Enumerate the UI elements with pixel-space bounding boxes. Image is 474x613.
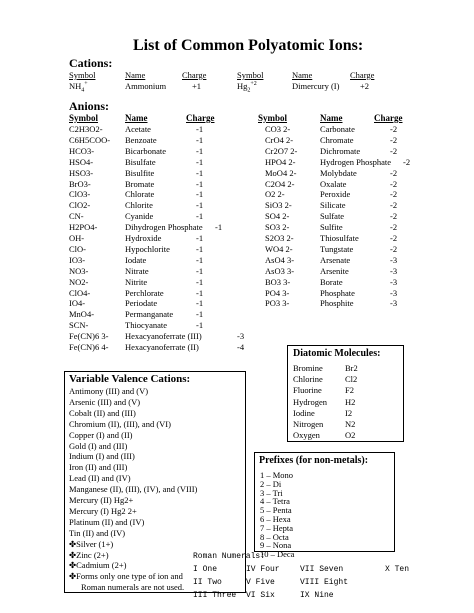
diatomic-symbol: F2 xyxy=(345,385,354,396)
anion-charge: -1 xyxy=(196,298,204,309)
diatomic-symbol: Br2 xyxy=(345,363,358,373)
anion-symbol: CO3 2- xyxy=(265,124,291,134)
anion-name: Carbonate xyxy=(320,124,355,134)
anion-symbol: Cr2O7 2- xyxy=(265,145,298,156)
anion-symbol: Fe(CN)6 4- xyxy=(69,342,109,352)
anion-name: Bisulfate xyxy=(125,156,156,167)
diatomic-symbol: I2 xyxy=(345,407,353,418)
anions-header-symbol: Symbol xyxy=(69,113,99,123)
anion-charge: -2 xyxy=(390,211,398,222)
cations-header-name-2: Name xyxy=(292,70,313,80)
anion-name: Bicarbonate xyxy=(125,145,167,156)
valence-item: Manganese (II), (III), (IV), and (VIII) xyxy=(69,484,198,495)
prefix-item: 3 – Tri xyxy=(260,487,283,498)
anion-charge: -1 xyxy=(196,320,204,331)
anion-name: Thiocyanate xyxy=(125,320,168,331)
anion-name: Hypochlorite xyxy=(125,243,170,254)
prefix-item: 7 – Hepta xyxy=(260,522,294,533)
anion-name: Phosphate xyxy=(320,287,355,298)
anion-name: Chlorate xyxy=(125,189,155,200)
anion-name: Silicate xyxy=(320,200,346,211)
anion-charge: -1 xyxy=(196,145,204,156)
cations-header-charge: Charge xyxy=(182,70,207,80)
valence-item: ✤Silver (1+) xyxy=(69,538,114,549)
prefix-item: 8 – Octa xyxy=(260,531,289,542)
anion-name: Acetate xyxy=(125,124,151,134)
anion-symbol: WO4 2- xyxy=(265,243,293,254)
diatomic-name: Chlorine xyxy=(293,374,323,385)
valence-item: Antimony (III) and (V) xyxy=(69,386,149,396)
valence-item: Tin (II) and (IV) xyxy=(69,527,126,538)
anion-name: Hexacyanoferrate (II) xyxy=(125,342,199,352)
anion-charge: -1 xyxy=(196,233,204,243)
diatomic-name: Nitrogen xyxy=(293,419,324,429)
anion-symbol: NO2- xyxy=(69,276,89,287)
cations-heading: Cations: xyxy=(69,56,113,70)
valence-item: ✤Forms only one type of ion and xyxy=(69,571,183,582)
anion-charge: -1 xyxy=(196,189,204,200)
valence-item: ✤Zinc (2+) xyxy=(69,549,109,560)
roman-numeral-item: V Five xyxy=(246,578,275,587)
anion-name: Thiosulfate xyxy=(320,233,359,243)
anion-charge: -1 xyxy=(196,287,204,298)
anion-symbol: SO4 2- xyxy=(265,211,290,222)
anion-symbol: AsO4 3- xyxy=(265,254,295,265)
valence-item: Indium (I) and (III) xyxy=(69,451,135,462)
roman-numeral-item: III Three xyxy=(193,591,237,600)
anion-symbol: C6H5COO- xyxy=(69,134,111,145)
prefix-item: 5 – Penta xyxy=(260,505,292,516)
anion-charge: -1 xyxy=(196,167,204,178)
valence-item: Lead (II) and (IV) xyxy=(69,473,131,484)
anion-charge: -2 xyxy=(390,243,398,254)
anion-symbol: Fe(CN)6 3- xyxy=(69,331,109,342)
roman-numeral-item: VIII Eight xyxy=(300,578,349,587)
prefix-item: 1 – Mono xyxy=(260,470,294,480)
diatomic-heading: Diatomic Molecules: xyxy=(293,348,381,359)
valence-item: Platinum (II) and (IV) xyxy=(69,516,145,527)
anion-symbol: NO3- xyxy=(69,265,89,276)
valence-item: Chromium (II), (III), and (VI) xyxy=(69,418,171,429)
anion-symbol: SiO3 2- xyxy=(265,200,292,211)
anion-name: Chlorite xyxy=(125,200,153,211)
prefix-item: 2 – Di xyxy=(260,478,282,489)
anion-name: Hydrogen Phosphate xyxy=(320,156,392,167)
anion-symbol: SO3 2- xyxy=(265,222,290,233)
roman-heading: Roman Numerals: xyxy=(193,552,266,561)
anion-symbol: ClO4- xyxy=(69,287,91,298)
anion-charge: -1 xyxy=(196,200,204,211)
diatomic-name: Oxygen xyxy=(293,430,320,441)
valence-item: Mercury (II) Hg2+ xyxy=(69,495,134,505)
anion-name: Iodate xyxy=(125,254,147,265)
anion-name: Dichromate xyxy=(320,145,361,156)
anion-symbol: C2H3O2- xyxy=(69,124,103,134)
anion-symbol: O2 2- xyxy=(265,189,285,200)
prefix-item: 9 – Nona xyxy=(260,540,292,551)
diatomic-symbol: O2 xyxy=(345,430,356,441)
diatomic-name: Hydrogen xyxy=(293,396,327,407)
anion-symbol: CrO4 2- xyxy=(265,134,294,145)
prefixes-box xyxy=(254,452,395,560)
anion-charge: -2 xyxy=(390,145,398,156)
anion-symbol: IO3- xyxy=(69,254,86,265)
anion-name: Benzoate xyxy=(125,134,157,145)
anion-charge: -3 xyxy=(390,276,398,287)
diatomic-symbol: N2 xyxy=(345,419,356,429)
cations-header-symbol-2: Symbol xyxy=(237,70,264,80)
anion-name: Sulfite xyxy=(320,222,343,233)
anion-charge: -2 xyxy=(390,189,398,200)
anion-symbol: HSO4- xyxy=(69,156,94,167)
anion-symbol: AsO3 3- xyxy=(265,265,295,276)
roman-numeral-item: X Ten xyxy=(385,565,410,574)
anion-name: Tungstate xyxy=(320,243,354,254)
anion-charge: -1 xyxy=(215,222,223,233)
anion-name: Dihydrogen Phosphate xyxy=(125,222,203,233)
anion-name: Peroxide xyxy=(320,189,351,200)
anion-name: Cyanide xyxy=(125,211,154,222)
anion-name: Oxalate xyxy=(320,178,347,189)
anion-name: Molybdate xyxy=(320,167,357,178)
anion-name: Bisulfite xyxy=(125,167,155,178)
prefix-item: 10 – Deca xyxy=(260,549,295,560)
valence-heading: Variable Valence Cations: xyxy=(69,373,191,385)
valence-item: Arsenic (III) and (V) xyxy=(69,396,141,407)
anion-name: Permanganate xyxy=(125,309,174,320)
anions-header-symbol-2: Symbol xyxy=(258,113,288,123)
anion-charge: -1 xyxy=(196,134,204,145)
anion-symbol: BO3 3- xyxy=(265,276,291,287)
anion-symbol: ClO- xyxy=(69,243,86,254)
anion-charge: -3 xyxy=(390,265,398,276)
anion-charge: -1 xyxy=(196,178,204,189)
anion-name: Arsenite xyxy=(320,265,349,276)
diatomic-symbol: Cl2 xyxy=(345,374,358,385)
anions-header-name: Name xyxy=(125,113,148,123)
anion-name: Hydroxide xyxy=(125,233,162,243)
prefixes-heading: Prefixes (for non-metals): xyxy=(259,455,369,466)
valence-item: Copper (I) and (II) xyxy=(69,429,133,440)
roman-numeral-item: II Two xyxy=(193,578,222,587)
cation-charge-ammonium: +1 xyxy=(192,81,202,91)
anion-charge: -1 xyxy=(196,254,204,265)
anion-symbol: ClO2- xyxy=(69,200,91,211)
anion-name: Chromate xyxy=(320,134,354,145)
anion-charge: -2 xyxy=(390,233,398,243)
diatomic-name: Fluorine xyxy=(293,385,322,396)
valence-item: Iron (II) and (III) xyxy=(69,462,128,473)
anion-symbol: HSO3- xyxy=(69,167,94,178)
roman-numeral-item: VI Six xyxy=(246,591,275,600)
prefix-item: 4 – Tetra xyxy=(260,496,290,507)
anion-name: Perchlorate xyxy=(125,287,164,298)
anion-name: Borate xyxy=(320,276,343,287)
anion-symbol: HCO3- xyxy=(69,145,95,156)
diatomic-name: Iodine xyxy=(293,407,315,418)
anions-header-charge-2: Charge xyxy=(374,113,403,123)
valence-item: ✤Cadmium (2+) xyxy=(69,560,127,571)
anions-header-charge: Charge xyxy=(186,113,215,123)
anion-charge: -1 xyxy=(196,276,204,287)
diatomic-name: Bromine xyxy=(293,363,323,373)
cations-header-name: Name xyxy=(125,70,146,80)
anion-symbol: S2O3 2- xyxy=(265,233,294,243)
anion-charge: -2 xyxy=(390,222,398,233)
anion-charge: -1 xyxy=(196,265,204,276)
roman-numeral-item: I One xyxy=(193,565,218,574)
anion-name: Sulfate xyxy=(320,211,345,222)
anion-symbol: ClO3- xyxy=(69,189,91,200)
anion-charge: -2 xyxy=(403,156,411,167)
page-title: List of Common Polyatomic Ions: xyxy=(133,37,364,54)
prefix-item: 6 – Hexa xyxy=(260,514,291,524)
anion-charge: -1 xyxy=(196,124,204,134)
cation-symbol-ammonium: $NH_4^+$ xyxy=(69,81,88,94)
anion-charge: -1 xyxy=(196,156,204,167)
anion-charge: -1 xyxy=(196,243,204,254)
anion-name: Nitrite xyxy=(125,276,148,287)
valence-item: Cobalt (II) and (III) xyxy=(69,407,136,418)
anions-header-name-2: Name xyxy=(320,113,343,123)
roman-numeral-item: IX Nine xyxy=(300,591,334,600)
cation-charge-dimercury: +2 xyxy=(360,81,370,91)
anions-heading: Anions: xyxy=(69,99,110,113)
anion-name: Arsenate xyxy=(320,254,351,265)
roman-numeral-item: VII Seven xyxy=(300,565,344,574)
anion-charge: -2 xyxy=(390,134,398,145)
valence-item: Mercury (I) Hg2 2+ xyxy=(69,505,137,516)
anion-symbol: CN- xyxy=(69,211,84,222)
anion-symbol: BrO3- xyxy=(69,178,91,189)
anion-symbol: MnO4- xyxy=(69,309,95,320)
cations-header-symbol: Symbol xyxy=(69,70,96,80)
anion-charge: -3 xyxy=(237,331,245,342)
diatomic-symbol: H2 xyxy=(345,396,356,407)
cation-symbol-dimercury: $Hg_2^{+2}$ xyxy=(237,81,257,94)
anion-charge: -2 xyxy=(390,124,398,134)
anion-charge: -3 xyxy=(390,254,398,265)
anion-charge: -2 xyxy=(390,178,398,189)
cation-name-dimercury: Dimercury (I) xyxy=(292,81,340,91)
anion-symbol: OH- xyxy=(69,233,85,243)
anion-charge: -1 xyxy=(196,309,204,320)
roman-numeral-item: IV Four xyxy=(246,565,280,574)
anion-symbol: SCN- xyxy=(69,320,89,331)
anion-charge: -2 xyxy=(390,167,398,178)
anion-name: Phosphite xyxy=(320,298,354,309)
anion-name: Hexacyanoferrate (III) xyxy=(125,331,202,342)
valence-item: Roman numerals are not used. xyxy=(81,582,185,593)
cation-name-ammonium: Ammonium xyxy=(125,81,167,91)
anion-charge: -4 xyxy=(237,342,245,352)
anion-symbol: PO4 3- xyxy=(265,287,290,298)
anion-symbol: C2O4 2- xyxy=(265,178,295,189)
anion-charge: -3 xyxy=(390,298,398,309)
anion-symbol: MoO4 2- xyxy=(265,167,297,178)
cations-header-charge-2: Charge xyxy=(350,70,375,80)
diatomic-box xyxy=(287,345,404,442)
anion-charge: -2 xyxy=(390,200,398,211)
anion-symbol: PO3 3- xyxy=(265,298,290,309)
anion-symbol: IO4- xyxy=(69,298,86,309)
anion-name: Bromate xyxy=(125,178,155,189)
anion-symbol: HPO4 2- xyxy=(265,156,296,167)
valence-item: Gold (I) and (III) xyxy=(69,440,128,451)
anion-charge: -1 xyxy=(196,211,204,222)
anion-symbol: H2PO4- xyxy=(69,222,98,233)
anion-charge: -3 xyxy=(390,287,398,298)
anion-name: Periodate xyxy=(125,298,158,309)
anion-name: Nitrate xyxy=(125,265,149,276)
